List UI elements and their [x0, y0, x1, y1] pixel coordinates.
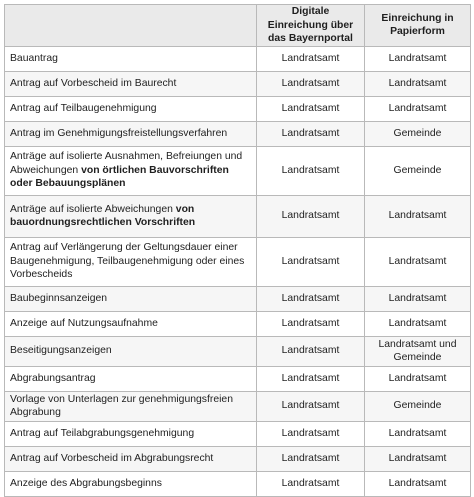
table-row — [5, 391, 471, 421]
cell-digital: Landratsamt — [257, 286, 365, 311]
cell-paper: Landratsamt und Gemeinde — [365, 336, 471, 366]
table-row — [5, 146, 471, 195]
row-label-text: Antrag im Genehmigungsfreistellungsverfahren — [10, 127, 228, 139]
table-row — [5, 46, 471, 71]
cell-paper: Landratsamt — [365, 471, 471, 496]
table-body — [5, 46, 471, 496]
cell-digital: Landratsamt — [257, 96, 365, 121]
row-label — [5, 366, 257, 391]
cell-paper: Landratsamt — [365, 195, 471, 237]
table-row — [5, 336, 471, 366]
table-header — [5, 5, 471, 47]
row-label-text: Bauantrag — [10, 52, 58, 64]
cell-digital: Landratsamt — [257, 237, 365, 286]
header-digital: Digitale Einreichung über das Bayernportal — [257, 5, 365, 47]
header-paper: Einreichung in Papierform — [365, 5, 471, 47]
cell-paper: Landratsamt — [365, 286, 471, 311]
row-label-text: Antrag auf Verlängerung der Geltungsdauer einer Baugenehmigung, Teilbaugenehmigung oder eines Vorbescheids — [10, 242, 245, 281]
row-label — [5, 195, 257, 237]
table-row — [5, 71, 471, 96]
row-label-emphasis: von bauordnungsrechtlichen Vorschriften — [10, 203, 196, 229]
header-corner — [5, 5, 257, 47]
cell-digital: Landratsamt — [257, 71, 365, 96]
row-label-text: Baubeginnsanzeigen — [10, 292, 108, 304]
cell-digital: Landratsamt — [257, 336, 365, 366]
table-row — [5, 421, 471, 446]
cell-digital: Landratsamt — [257, 121, 365, 146]
cell-paper: Gemeinde — [365, 391, 471, 421]
row-label — [5, 286, 257, 311]
cell-digital: Landratsamt — [257, 421, 365, 446]
header-row — [5, 5, 471, 47]
cell-paper: Landratsamt — [365, 96, 471, 121]
row-label — [5, 336, 257, 366]
cell-digital: Landratsamt — [257, 471, 365, 496]
table-row — [5, 446, 471, 471]
row-label — [5, 146, 257, 195]
row-label — [5, 311, 257, 336]
row-label-text: Vorlage von Unterlagen zur genehmigungsfreien Abgrabung — [10, 393, 233, 419]
row-label-text: Antrag auf Vorbescheid im Baurecht — [10, 77, 177, 89]
cell-digital: Landratsamt — [257, 311, 365, 336]
row-label — [5, 446, 257, 471]
cell-paper: Landratsamt — [365, 311, 471, 336]
row-label-text: Antrag auf Teilabgrabungsgenehmigung — [10, 427, 195, 439]
cell-digital: Landratsamt — [257, 391, 365, 421]
row-label — [5, 421, 257, 446]
table-row — [5, 121, 471, 146]
row-label-text: Anträge auf isolierte Ausnahmen, Befreiungen und Abweichungen — [10, 151, 243, 176]
submission-table — [4, 4, 471, 497]
table-row — [5, 366, 471, 391]
cell-paper: Gemeinde — [365, 146, 471, 195]
cell-digital: Landratsamt — [257, 195, 365, 237]
row-label — [5, 46, 257, 71]
cell-paper: Gemeinde — [365, 121, 471, 146]
row-label-text: Anzeige auf Nutzungsaufnahme — [10, 317, 158, 329]
row-label-text: Abgrabungsantrag — [10, 372, 96, 384]
row-label-text: Antrag auf Teilbaugenehmigung — [10, 102, 157, 114]
cell-paper: Landratsamt — [365, 237, 471, 286]
table-row — [5, 237, 471, 286]
row-label-text: Beseitigungsanzeigen — [10, 345, 112, 357]
row-label-text: Anträge auf isolierte Abweichungen — [10, 203, 173, 215]
cell-digital: Landratsamt — [257, 46, 365, 71]
cell-paper: Landratsamt — [365, 446, 471, 471]
row-label-emphasis: von örtlichen Bauvorschriften oder Bebauungsplänen — [10, 164, 229, 190]
cell-digital: Landratsamt — [257, 366, 365, 391]
row-label — [5, 96, 257, 121]
row-label-text: Anzeige des Abgrabungsbeginns — [10, 477, 162, 489]
row-label-text: Antrag auf Vorbescheid im Abgrabungsrecht — [10, 452, 214, 464]
row-label — [5, 237, 257, 286]
row-label — [5, 71, 257, 96]
cell-paper: Landratsamt — [365, 366, 471, 391]
table-row — [5, 195, 471, 237]
cell-paper: Landratsamt — [365, 46, 471, 71]
cell-paper: Landratsamt — [365, 71, 471, 96]
cell-digital: Landratsamt — [257, 446, 365, 471]
row-label — [5, 391, 257, 421]
table-row — [5, 286, 471, 311]
table-row — [5, 96, 471, 121]
row-label — [5, 121, 257, 146]
cell-digital: Landratsamt — [257, 146, 365, 195]
table-row — [5, 471, 471, 496]
table-row — [5, 311, 471, 336]
cell-paper: Landratsamt — [365, 421, 471, 446]
row-label — [5, 471, 257, 496]
